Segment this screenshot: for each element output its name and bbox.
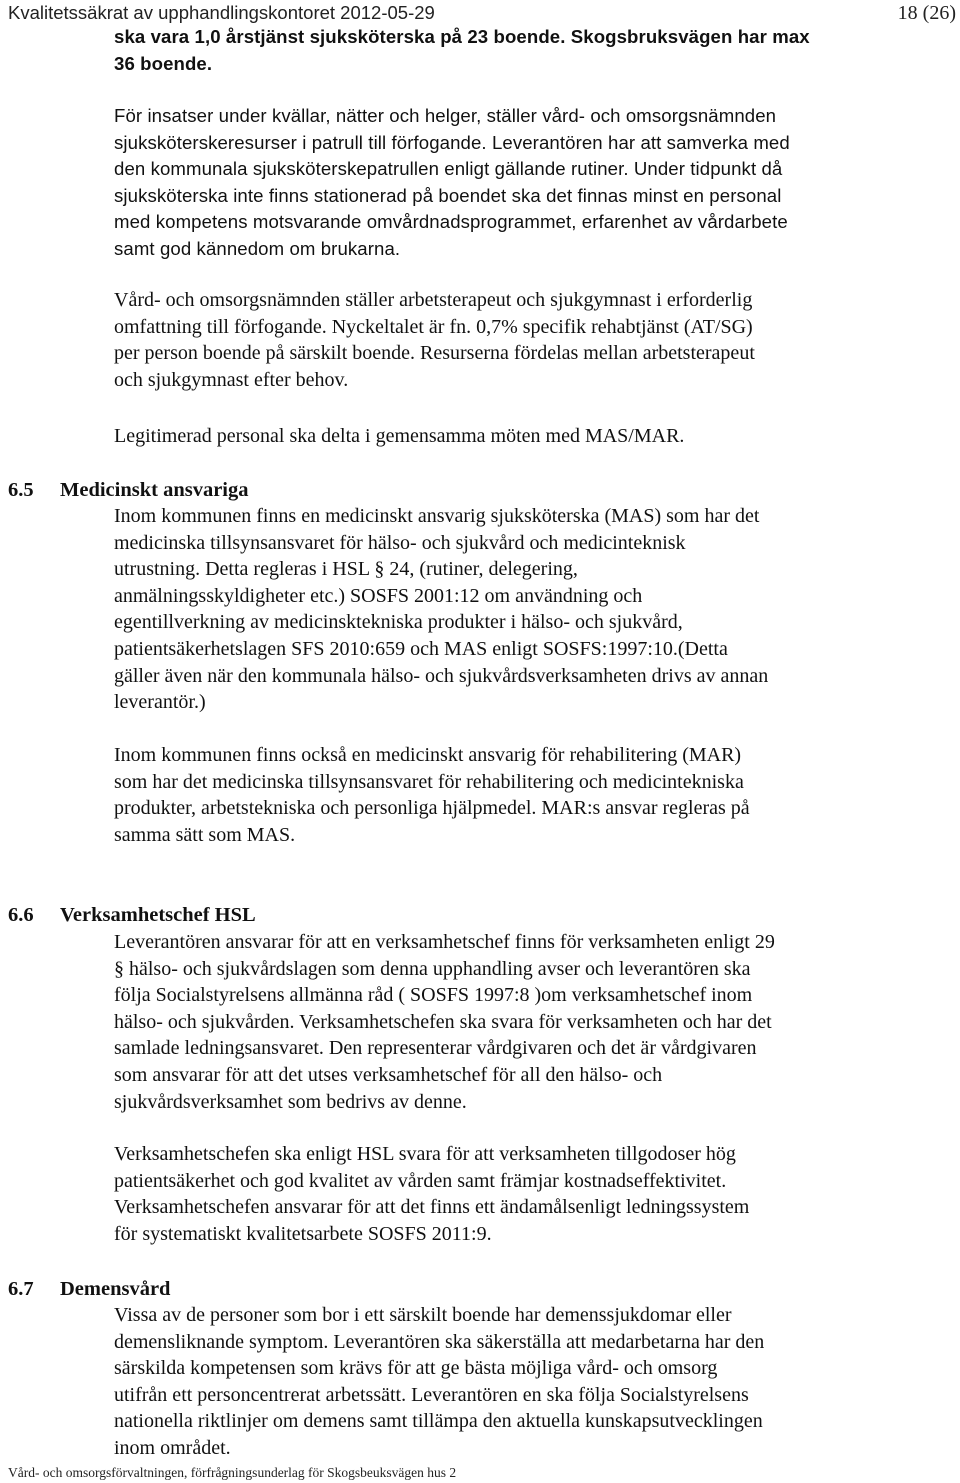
text-line: För insatser under kvällar, nätter och helger, ställer vård- och omsorgsnämnden <box>114 105 777 126</box>
section-number: 6.7 <box>8 1278 34 1300</box>
text-line: samt god kännedom om brukarna. <box>114 237 401 259</box>
section-title: Verksamhetschef HSL <box>60 904 256 926</box>
section-heading-6-5 <box>8 477 249 503</box>
text-line: nationella riktlinjer om demens samt tillämpa den aktuella kunskapsutvecklingen <box>114 1410 763 1433</box>
text-line: samma sätt som MAS. <box>114 823 296 846</box>
text-line: och sjukgymnast efter behov. <box>114 368 349 391</box>
text-line: Inom kommunen finns en medicinskt ansvarig sjuksköterska (MAS) som har det <box>114 505 760 527</box>
text-line: Leverantören ansvarar för att en verksamhetschef finns för verksamheten enligt 29 <box>114 931 775 953</box>
intro-paragraph-1 <box>114 103 790 263</box>
text-line: per person boende på särskilt boende. Resurserna fördelas mellan arbetsterapeut <box>114 342 755 365</box>
text-line: Vissa av de personer som bor i ett särskilt boende har demenssjukdomar eller <box>114 1304 732 1326</box>
section-title: Medicinskt ansvariga <box>60 479 249 501</box>
text-line: 36 boende. <box>114 53 213 74</box>
text-line: som ansvarar för att det utses verksamhetschef för all den hälso- och <box>114 1063 663 1086</box>
section-6-6-paragraph-2 <box>114 1141 749 1247</box>
text-line: följa Socialstyrelsens allmänna råd ( SOSFS 1997:8 )om verksamhetschef inom <box>114 984 753 1007</box>
text-line: ska vara 1,0 årstjänst sjuksköterska på 23 boende. Skogsbruksvägen har max <box>114 26 810 47</box>
section-number: 6.5 <box>8 479 34 501</box>
text-line: demensliknande symptom. Leverantören ska säkerställa att medarbetarna har den <box>114 1330 765 1353</box>
text-line: Legitimerad personal ska delta i gemensamma möten med MAS/MAR. <box>114 425 685 447</box>
text-line: anmälningsskyldigheter etc.) SOSFS 2001:12 om användning och <box>114 584 643 607</box>
text-line: sjukvårdsverksamhet som bedrivs av denne. <box>114 1090 467 1113</box>
text-line: den kommunala sjuksköterskepatrullen enligt gällande rutiner. Under tidpunkt då <box>114 158 783 180</box>
document-header-title: Kvalitetssäkrat av upphandlingskontoret 2012-05-29 <box>8 2 435 23</box>
text-line: Verksamhetschefen ansvarar för att det finns ett ändamålsenligt ledningssystem <box>114 1196 750 1219</box>
text-line: egentillverkning av medicinsktekniska produkter i hälso- och sjukvård, <box>114 611 683 634</box>
text-line: § hälso- och sjukvårdslagen som denna upphandling avser och leverantören ska <box>114 957 751 980</box>
text-line: Verksamhetschefen ska enligt HSL svara för att verksamheten tillgodoser hög <box>114 1143 736 1165</box>
intro-bold-paragraph <box>114 23 810 77</box>
text-line: hälso- och sjukvården. Verksamhetschefen ska svara för verksamheten och har det <box>114 1010 772 1033</box>
section-number: 6.6 <box>8 904 34 926</box>
text-line: inom området. <box>114 1436 231 1459</box>
text-line: utifrån ett personcentrerat arbetssätt. Leverantören en ska följa Socialstyrelsens <box>114 1383 749 1406</box>
text-line: som har det medicinska tillsynsansvaret för rehabilitering och medicintekniska <box>114 770 744 793</box>
text-line: produkter, arbetstekniska och personliga hjälpmedel. MAR:s ansvar regleras på <box>114 797 750 820</box>
text-line: sjuksköterska inte finns stationerad på boendet ska det finnas minst en personal <box>114 184 782 206</box>
section-heading-6-6 <box>8 902 256 928</box>
text-line: omfattning till förfogande. Nyckeltalet är fn. 0,7% specifik rehabtjänst (AT/SG) <box>114 315 753 338</box>
text-line: för systematiskt kvalitetsarbete SOSFS 2011:9. <box>114 1222 492 1245</box>
text-line: gäller även när den kommunala hälso- och sjukvårdsverksamheten drivs av annan <box>114 664 769 687</box>
intro-paragraph-2 <box>114 287 755 393</box>
intro-paragraph-3 <box>114 423 684 450</box>
text-line: särskilda kompetensen som krävs för att ge bästa möjliga vård- och omsorg <box>114 1357 718 1380</box>
section-6-7-paragraph-1 <box>114 1302 764 1462</box>
section-6-6-paragraph-1 <box>114 929 775 1115</box>
section-heading-6-7 <box>8 1276 170 1302</box>
text-line: medicinska tillsynsansvaret för hälso- och sjukvård och medicinteknisk <box>114 531 686 554</box>
page-number: 18 (26) <box>897 2 956 24</box>
section-6-5-paragraph-1 <box>114 503 768 716</box>
text-line: sjuksköterskeresurser i patrull till förfogande. Leverantören har att samverka med <box>114 131 790 153</box>
text-line: Inom kommunen finns också en medicinskt ansvarig för rehabilitering (MAR) <box>114 744 742 766</box>
text-line: Vård- och omsorgsnämnden ställer arbetsterapeut och sjukgymnast i erforderlig <box>114 289 753 311</box>
text-line: med kompetens motsvarande omvårdnadsprogrammet, erfarenhet av vårdarbete <box>114 211 788 233</box>
text-line: leverantör.) <box>114 691 206 714</box>
text-line: utrustning. Detta regleras i HSL § 24, (rutiner, delegering, <box>114 558 578 581</box>
text-line: patientsäkerhet och god kvalitet av vården samt främjar kostnadseffektivitet. <box>114 1169 727 1192</box>
section-title: Demensvård <box>60 1278 171 1300</box>
section-6-5-paragraph-2 <box>114 742 750 848</box>
document-footer: Vård- och omsorgsförvaltningen, förfrågningsunderlag för Skogsbeuksvägen hus 2 <box>8 1465 457 1480</box>
text-line: samlade ledningsansvaret. Den representerar vårdgivaren och det är vårdgivaren <box>114 1037 757 1060</box>
text-line: patientsäkerhetslagen SFS 2010:659 och MAS enligt SOSFS:1997:10.(Detta <box>114 637 728 660</box>
